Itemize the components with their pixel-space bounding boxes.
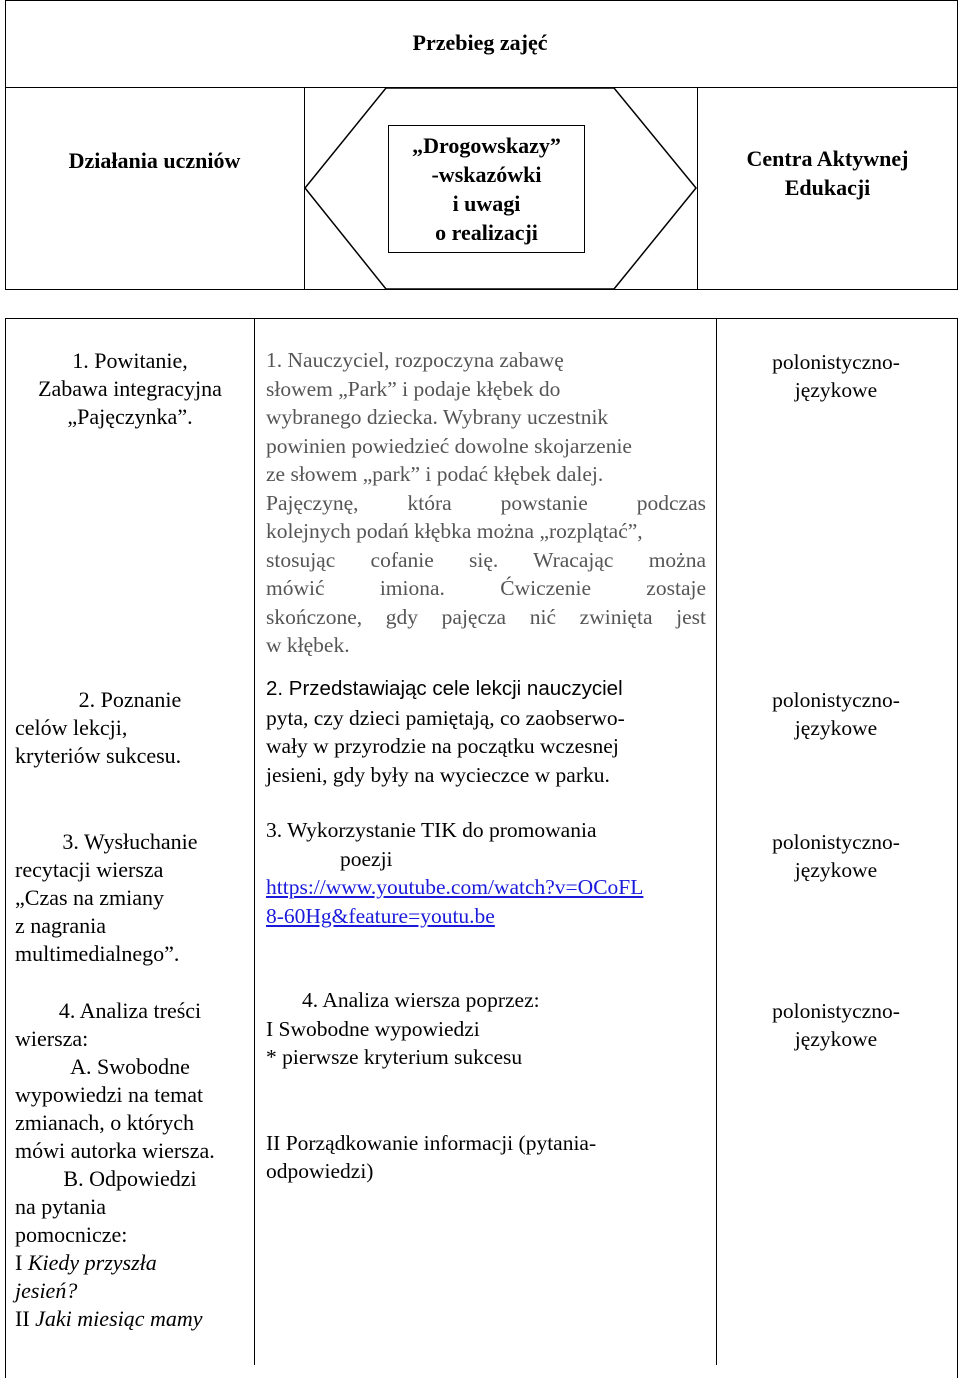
youtube-link-cont[interactable]: 8-60Hg&feature=youtu.be xyxy=(266,903,495,928)
body-col-divider-2 xyxy=(716,318,717,1365)
header-centers: Centra Aktywnej Edukacji xyxy=(746,146,909,200)
page-title: Przebieg zajęć xyxy=(412,30,548,55)
youtube-link[interactable]: https://www.youtube.com/watch?v=OCoFL xyxy=(266,875,644,899)
row3-center: polonistyczno- językowe xyxy=(772,830,900,882)
row3-students: 3. Wysłuchanie recytacji wiersza „Czas na zmiany z nagrania multimedialnego”. xyxy=(15,829,198,966)
row2-center: polonistyczno- językowe xyxy=(772,688,900,740)
row4-center: polonistyczno- językowe xyxy=(772,999,900,1051)
row2-students: 2. Poznanie celów lekcji, kryteriów sukcesu. xyxy=(15,687,182,768)
body-col-divider-1 xyxy=(254,318,255,1365)
row4-students: 4. Analiza treści wiersza: A. Swobodne wypowiedzi na temat zmianach, o których mówi autorka wiersza. B. Odpowiedzi na pytania pomocnicze: I Kiedy przyszła jesień? II Jaki miesiąc mamy xyxy=(15,998,215,1331)
header-guide: „Drogowskazy” -wskazówki i uwagi o realizacji xyxy=(412,133,561,245)
header-students: Działania uczniów xyxy=(68,148,241,173)
row1-guide: 1. Nauczyciel, rozpoczyna zabawę słowem „Park” i podaje kłębek do wybranego dziecka. Wybrany uczestnik powinien powiedzieć dowolne skojarzenie ze słowem „park” i podać kłębek dalej. Pajęczynę, która powstanie podczas kolejnych podań kłębka można „rozplątać”, stosując cofanie się. Wracając można mówić imiona. Ćwiczenie zostaje skończone, gdy pajęcza nić zwinięta jest w kłębek. xyxy=(266,348,706,657)
row1-students: 1. Powitanie, Zabawa integracyjna „Pajęczynka”. xyxy=(38,348,222,429)
row3-guide: 3. Wykorzystanie TIK do promowania poezji https://www.youtube.com/watch?v=OCoFL 8-60Hg&feature=youtu.be xyxy=(266,816,706,930)
row2-guide: 2. Przedstawiając cele lekcji nauczyciel pyta, czy dzieci pamiętają, co zaobserwo- wały w przyrodzie na początku wczesnej jesieni, gdy były na wycieczce w parku. xyxy=(266,677,625,787)
row4-guide: 4. Analiza wiersza poprzez: I Swobodne wypowiedzi * pierwsze kryterium sukcesu II Porządkowanie informacji (pytania- odpowiedzi) xyxy=(266,988,597,1183)
row1-center: polonistyczno- językowe xyxy=(772,350,900,402)
